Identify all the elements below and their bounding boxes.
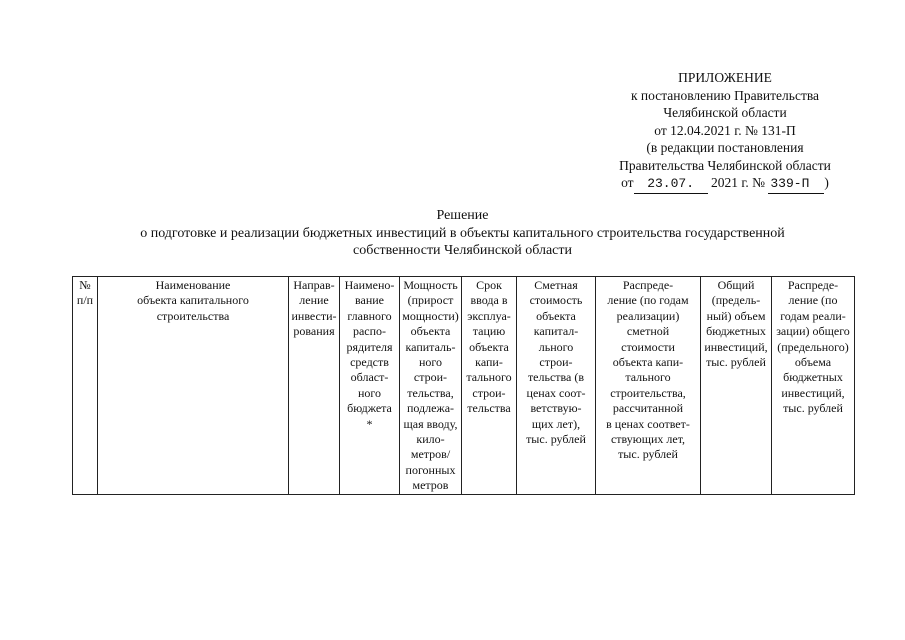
header-text-line: зации) общего	[776, 324, 850, 339]
header-text-line: метров	[412, 478, 449, 493]
amendment-line	[560, 174, 890, 194]
header-text-line: ление	[299, 293, 329, 308]
header-text-line: объема	[794, 355, 832, 370]
header-text-line: строи-	[539, 355, 573, 370]
header-cell-investment-direction	[289, 277, 340, 495]
header-text-line: объекта	[469, 339, 509, 354]
header-text-line: №	[79, 278, 91, 292]
header-text-line: ствующих лет,	[610, 432, 686, 447]
header-text-line: реализации)	[616, 308, 680, 323]
header-text-line: инвестиций,	[704, 339, 768, 354]
header-text-line: област-	[350, 370, 389, 385]
header-text-line: тального	[625, 370, 671, 385]
title-heading: Решение	[436, 208, 489, 223]
header-text-line: мощности)	[402, 308, 459, 323]
header-text-line: средств	[350, 355, 389, 370]
header-text-line: инвестиций,	[781, 385, 845, 400]
header-text-line: Распреде-	[622, 278, 674, 292]
appendix-line: Челябинской области	[663, 105, 787, 120]
header-text-line: Срок	[476, 278, 502, 292]
header-text-line: тельства,	[407, 385, 454, 400]
document-title	[95, 207, 830, 260]
header-text-line: эксплуа-	[467, 308, 511, 323]
header-text-line: Наимено-	[344, 278, 395, 292]
header-text-line: главного	[347, 308, 392, 323]
header-text-line: ветствую-	[530, 401, 582, 416]
table-header-row	[73, 277, 855, 495]
header-text-line: (предель-	[711, 293, 761, 308]
appendix-title: ПРИЛОЖЕНИЕ	[678, 70, 772, 85]
header-cell-budget-manager	[340, 277, 400, 495]
header-text-line: подлежа-	[406, 401, 455, 416]
amendment-year: 2021 г. №	[710, 175, 765, 190]
header-text-line: объекта капи-	[612, 355, 684, 370]
header-text-line: (предельного)	[777, 339, 849, 354]
header-text-line: *	[366, 416, 373, 431]
header-text-line: метров/	[410, 447, 451, 462]
header-text-line: бюджета	[347, 401, 392, 416]
amendment-number: 339-П	[768, 175, 824, 194]
header-text-line: стоимости	[621, 339, 675, 354]
header-text-line: сметной	[626, 324, 670, 339]
header-text-line: бюджетных	[783, 370, 843, 385]
header-text-line: Мощность	[403, 278, 458, 292]
header-text-line: строи-	[472, 385, 506, 400]
header-cell-capacity	[400, 277, 462, 495]
header-cell-number	[73, 277, 98, 495]
header-text-line: строительства,	[610, 385, 686, 400]
header-text-line: Общий	[717, 278, 755, 292]
appendix-line: к постановлению Правительства	[630, 87, 820, 103]
header-text-line: рассчитанной	[612, 401, 684, 416]
header-cell-investment-distribution	[772, 277, 855, 495]
header-text-line: ный) объем	[706, 308, 766, 323]
header-cell-object-name	[98, 277, 289, 495]
header-text-line: рядителя	[346, 339, 393, 354]
header-text-line: объекта	[536, 308, 576, 323]
header-text-line: Направ-	[293, 278, 335, 292]
header-cell-estimated-cost	[517, 277, 596, 495]
header-text-line: капи-	[475, 355, 503, 370]
header-text-line: объекта капитального	[137, 293, 249, 308]
header-cell-total-investment	[701, 277, 772, 495]
title-line: о подготовке и реализации бюджетных инвестиций в объекты капитального строительства государственной	[140, 225, 785, 241]
header-text-line: кило-	[416, 432, 445, 447]
header-cell-cost-distribution	[596, 277, 701, 495]
header-text-line: ного	[357, 385, 382, 400]
header-text-line: годам реали-	[780, 308, 846, 323]
header-text-line: льного	[538, 339, 574, 354]
header-text-line: (прирост	[407, 293, 454, 308]
header-text-line: тыс. рублей	[783, 401, 843, 416]
header-text-line: тельства (в	[527, 370, 585, 385]
header-text-line: рования	[293, 324, 335, 339]
header-text-line: погонных	[405, 462, 456, 477]
header-text-line: тыс. рублей	[618, 447, 678, 462]
header-text-line: капиталь-	[405, 339, 456, 354]
title-line: собственности Челябинской области	[352, 243, 572, 258]
header-text-line: капитал-	[533, 324, 579, 339]
header-text-line: ценах соот-	[526, 385, 586, 400]
appendix-line: (в редакции постановления	[646, 140, 804, 155]
header-text-line: тального	[466, 370, 512, 385]
header-text-line: строительства	[156, 308, 230, 323]
header-text-line: щая вводу,	[403, 416, 458, 431]
header-text-line: стоимость	[529, 293, 583, 308]
amendment-date: 23.07.	[634, 175, 708, 194]
amendment-suffix: )	[824, 175, 829, 190]
header-text-line: ление (по годам	[607, 293, 689, 308]
header-text-line: п/п	[76, 293, 94, 308]
header-text-line: распо-	[352, 324, 387, 339]
header-cell-commissioning-date	[462, 277, 517, 495]
header-text-line: тельства	[467, 401, 511, 416]
header-text-line: щих лет),	[531, 416, 581, 431]
header-text-line: тыс. рублей	[526, 432, 586, 447]
appendix-line: от 12.04.2021 г. № 131-П	[654, 122, 796, 138]
header-text-line: вание	[354, 293, 384, 308]
header-text-line: тацию	[472, 324, 506, 339]
appendix-header	[560, 69, 890, 194]
header-text-line: инвести-	[291, 308, 337, 323]
header-text-line: ного	[418, 355, 443, 370]
header-text-line: строи-	[413, 370, 448, 385]
header-text-line: ление (по	[788, 293, 838, 308]
amendment-prefix: от	[621, 175, 634, 190]
investment-table	[72, 276, 855, 495]
appendix-line: Правительства Челябинской области	[619, 157, 831, 173]
header-text-line: тыс. рублей	[706, 355, 766, 370]
header-text-line: бюджетных	[706, 324, 766, 339]
header-text-line: Наименование	[155, 278, 231, 292]
header-text-line: Распреде-	[787, 278, 839, 292]
header-text-line: Сметная	[534, 278, 578, 292]
header-text-line: объекта	[410, 324, 451, 339]
header-text-line: ввода в	[470, 293, 508, 308]
header-text-line: в ценах соответ-	[606, 416, 690, 431]
